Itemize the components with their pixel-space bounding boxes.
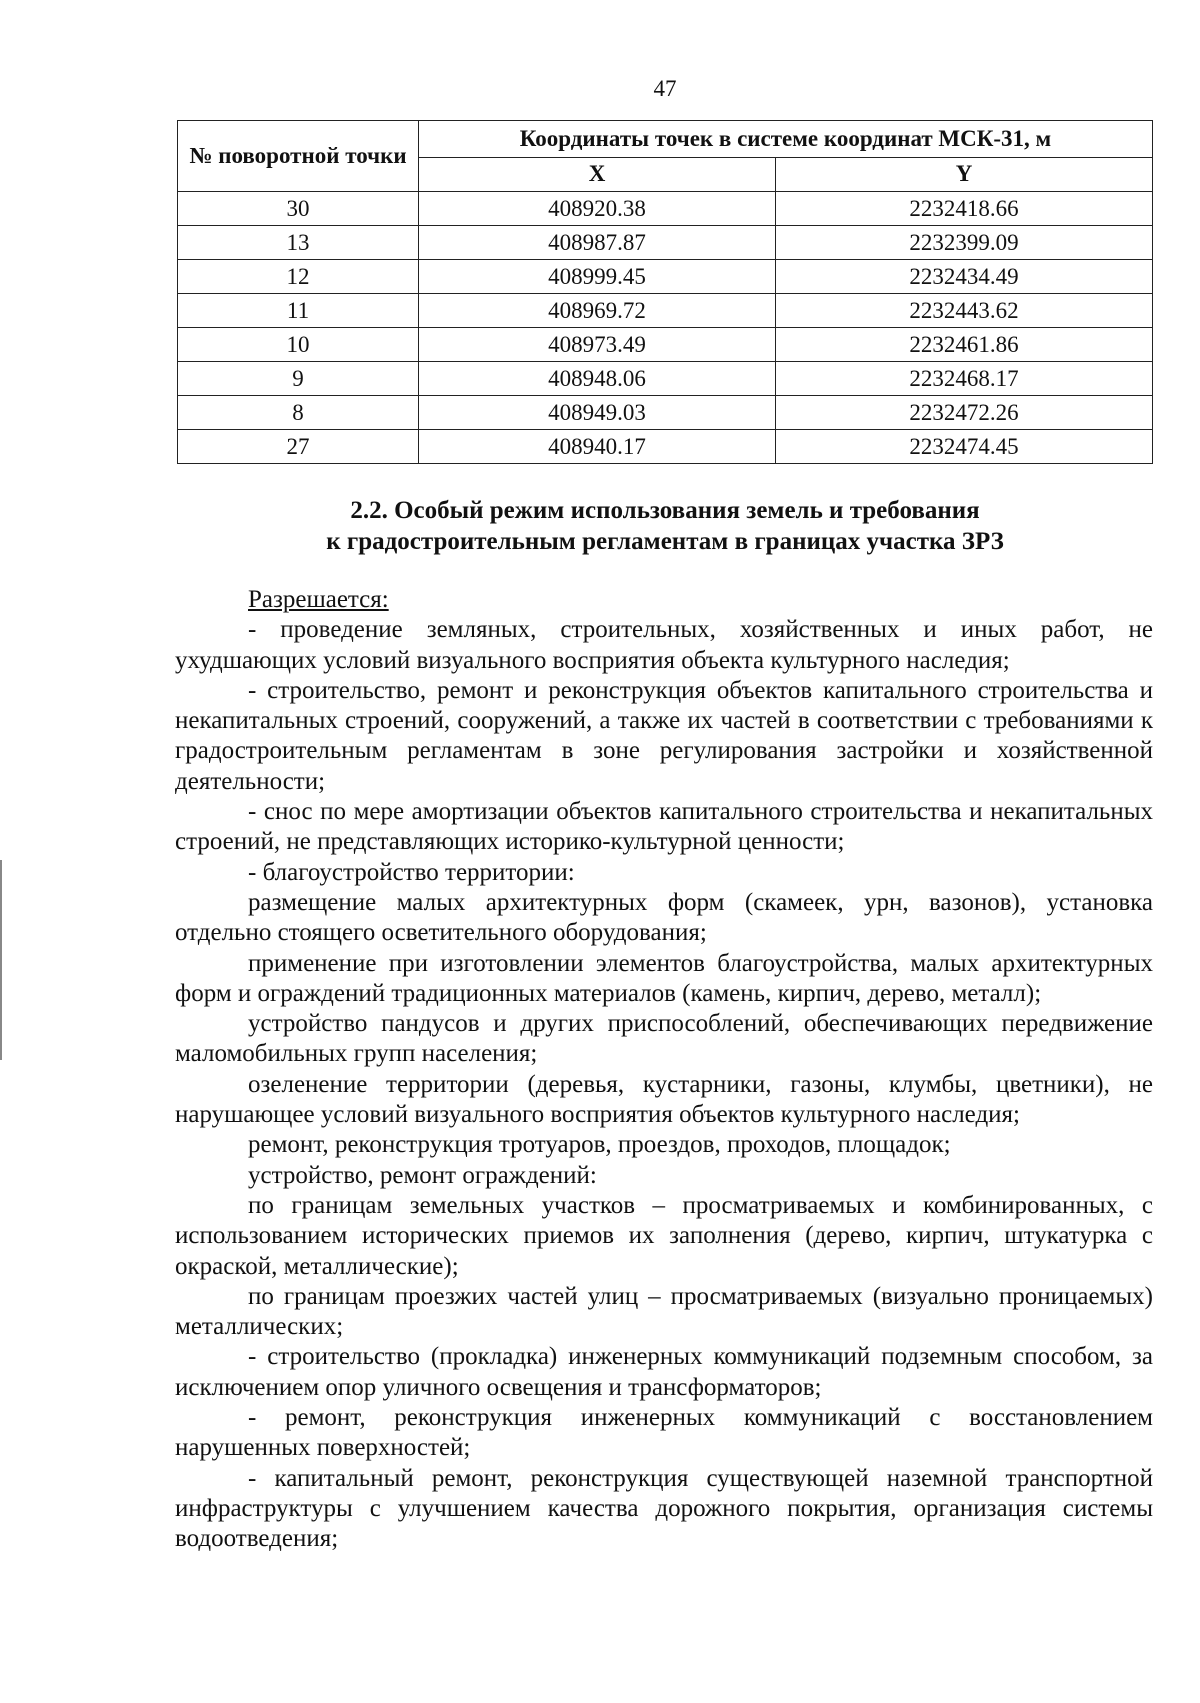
table-row bbox=[178, 226, 1153, 260]
paragraph: озеленение территории (деревья, кустарники, газоны, клумбы, цветники), не нарушающее условий визуального восприятия объектов культурного наследия; bbox=[175, 1070, 1153, 1129]
section-heading bbox=[177, 495, 1153, 557]
body-text bbox=[175, 585, 1153, 1555]
point-number-cell: 9 bbox=[178, 362, 419, 396]
scan-edge-mark bbox=[0, 860, 2, 1060]
table-row bbox=[178, 396, 1153, 430]
table-row bbox=[178, 362, 1153, 396]
header-point-number: № поворотной точки bbox=[178, 121, 419, 192]
paragraph: - строительство (прокладка) инженерных коммуникаций подземным способом, за исключением опор уличного освещения и трансформаторов; bbox=[175, 1343, 1153, 1401]
point-number-cell: 12 bbox=[178, 260, 419, 294]
y-coordinate-cell: 2232399.09 bbox=[776, 226, 1153, 260]
paragraph: по границам проезжих частей улиц – просматриваемых (визуально проницаемых) металлических; bbox=[175, 1282, 1153, 1341]
paragraph: ремонт, реконструкция тротуаров, проездов, проходов, площадок; bbox=[248, 1131, 951, 1159]
paragraph: - снос по мере амортизации объектов капитального строительства и некапитальных строений, не представляющих историко-культурной ценности; bbox=[175, 798, 1153, 856]
x-coordinate-cell: 408940.17 bbox=[419, 430, 776, 464]
paragraph: применение при изготовлении элементов благоустройства, малых архитектурных форм и ограждений традиционных материалов (камень, кирпич, дерево, металл); bbox=[175, 949, 1153, 1007]
y-coordinate-cell: 2232468.17 bbox=[776, 362, 1153, 396]
y-coordinate-cell: 2232443.62 bbox=[776, 294, 1153, 328]
paragraph: по границам земельных участков – просматриваемых и комбинированных, с использованием исторических приемов их заполнения (дерево, кирпич, штукатурка с окраской, металлические); bbox=[175, 1191, 1153, 1280]
paragraph: - ремонт, реконструкция инженерных коммуникаций с восстановлением нарушенных поверхностей; bbox=[175, 1404, 1153, 1462]
x-coordinate-cell: 408969.72 bbox=[419, 294, 776, 328]
table-row bbox=[178, 192, 1153, 226]
section-heading-line2: к градостроительным регламентам в границах участка ЗРЗ bbox=[326, 528, 1004, 555]
x-coordinate-cell: 408949.03 bbox=[419, 396, 776, 430]
point-number-cell: 30 bbox=[178, 192, 419, 226]
header-y: Y bbox=[776, 157, 1153, 192]
paragraph: устройство, ремонт ограждений: bbox=[248, 1161, 597, 1189]
y-coordinate-cell: 2232474.45 bbox=[776, 430, 1153, 464]
paragraph: - проведение земляных, строительных, хозяйственных и иных работ, не ухудшающих условий визуального восприятия объекта культурного наследия; bbox=[175, 616, 1153, 674]
paragraph: размещение малых архитектурных форм (скамеек, урн, вазонов), установка отдельно стоящего осветительного оборудования; bbox=[175, 888, 1153, 947]
allowed-label: Разрешается: bbox=[248, 586, 389, 613]
point-number-cell: 27 bbox=[178, 430, 419, 464]
point-number-cell: 13 bbox=[178, 226, 419, 260]
x-coordinate-cell: 408948.06 bbox=[419, 362, 776, 396]
table-row bbox=[178, 294, 1153, 328]
table-row bbox=[178, 328, 1153, 362]
x-coordinate-cell: 408973.49 bbox=[419, 328, 776, 362]
section-heading-line1: 2.2. Особый режим использования земель и требования bbox=[350, 497, 980, 524]
point-number-cell: 8 bbox=[178, 396, 419, 430]
table-header-row bbox=[178, 121, 1153, 158]
y-coordinate-cell: 2232434.49 bbox=[776, 260, 1153, 294]
header-x: X bbox=[419, 157, 776, 192]
coordinates-table bbox=[177, 120, 1153, 464]
point-number-cell: 11 bbox=[178, 294, 419, 328]
paragraph: - благоустройство территории: bbox=[248, 858, 575, 886]
point-number-cell: 10 bbox=[178, 328, 419, 362]
x-coordinate-cell: 408999.45 bbox=[419, 260, 776, 294]
paragraph: - строительство, ремонт и реконструкция объектов капитального строительства и некапитальных строений, сооружений, а также их частей в соответствии с требованиями к градостроительным регламентам в зоне регулирования застройки и хозяйственной деятельности; bbox=[175, 676, 1153, 795]
y-coordinate-cell: 2232418.66 bbox=[776, 192, 1153, 226]
page-number: 47 bbox=[653, 76, 677, 101]
y-coordinate-cell: 2232461.86 bbox=[776, 328, 1153, 362]
paragraph: устройство пандусов и других приспособлений, обеспечивающих передвижение маломобильных групп населения; bbox=[175, 1010, 1153, 1068]
x-coordinate-cell: 408987.87 bbox=[419, 226, 776, 260]
table-row bbox=[178, 430, 1153, 464]
paragraph: - капитальный ремонт, реконструкция существующей наземной транспортной инфраструктуры с улучшением качества дорожного покрытия, организация системы водоотведения; bbox=[175, 1464, 1153, 1553]
header-coordinates: Координаты точек в системе координат МСК-31, м bbox=[419, 121, 1153, 158]
table-row bbox=[178, 260, 1153, 294]
y-coordinate-cell: 2232472.26 bbox=[776, 396, 1153, 430]
x-coordinate-cell: 408920.38 bbox=[419, 192, 776, 226]
